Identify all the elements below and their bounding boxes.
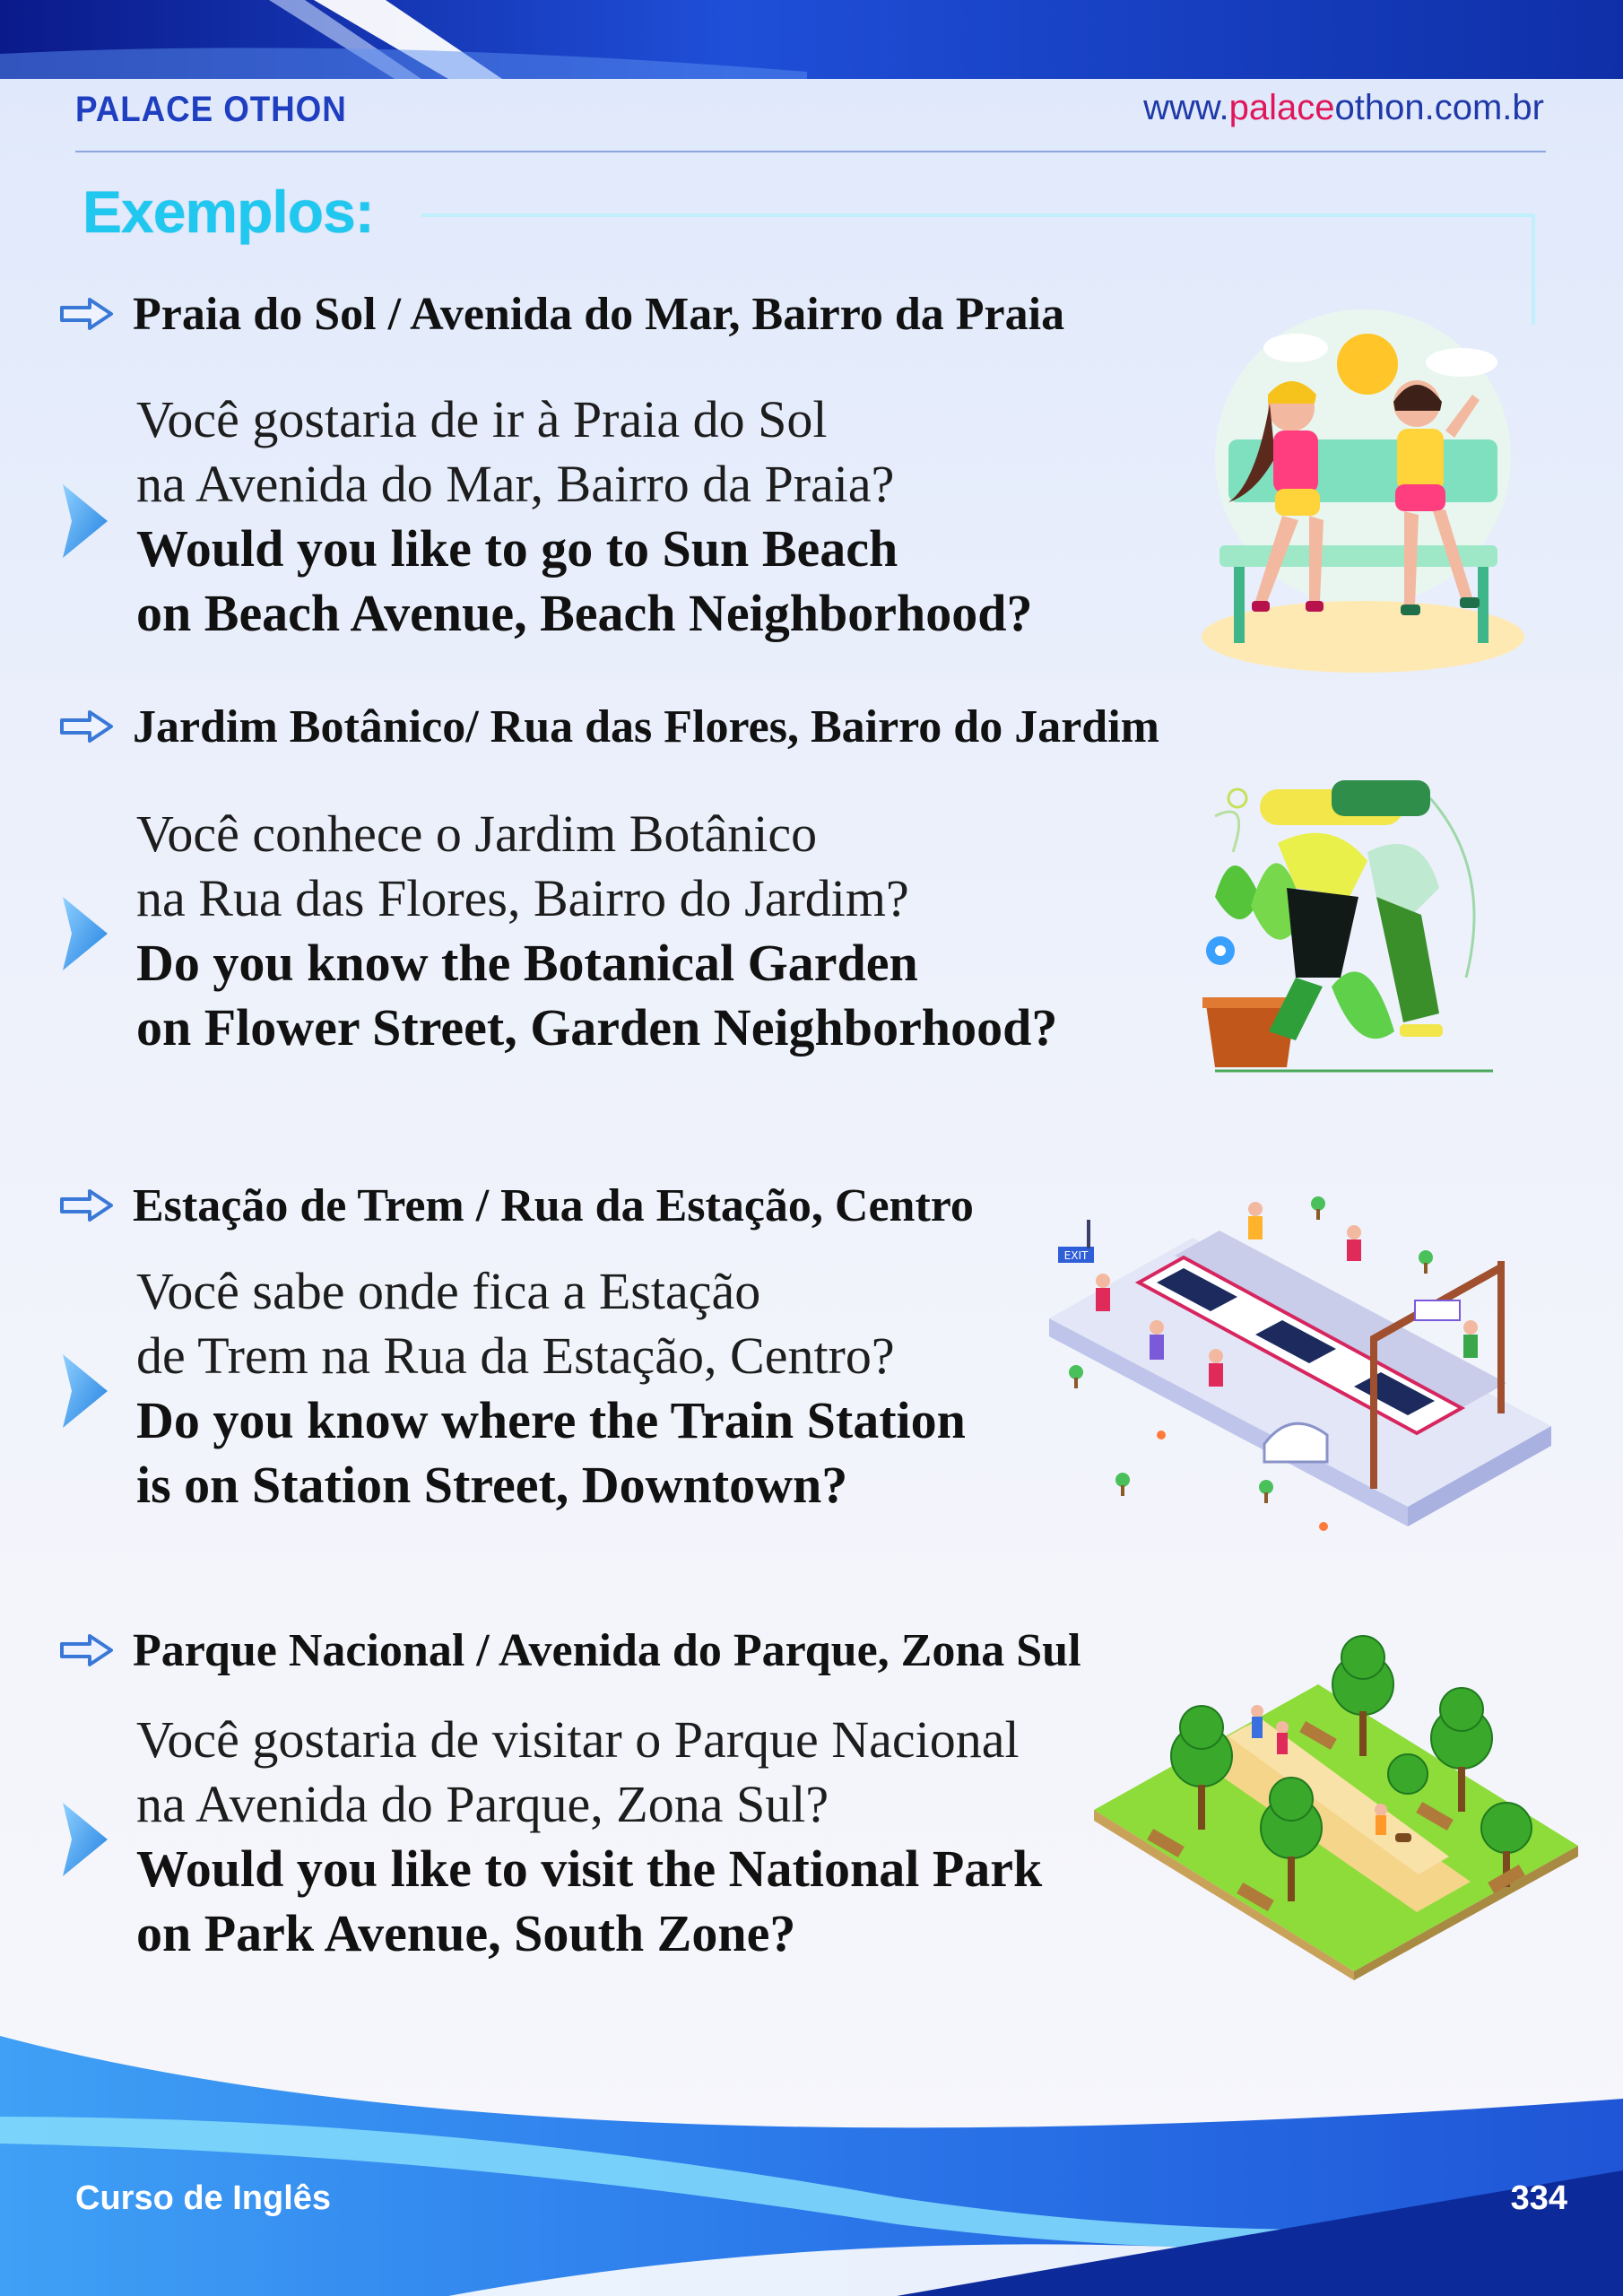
url-prefix: www. [1143,88,1229,127]
english-line-1: Do you know the Botanical Garden [136,934,918,992]
website-url [1143,88,1544,128]
triangle-play-icon [59,893,111,974]
url-highlight: palace [1228,88,1335,127]
example-body [136,802,1057,1060]
triangle-play-icon [59,481,111,561]
outline-arrow-right-icon [59,296,115,332]
section-title: Exemplos: [82,178,374,245]
park-illustration [1094,1622,1578,1980]
example-heading [59,698,1159,755]
portuguese-line-2: na Avenida do Mar, Bairro da Praia? [136,455,895,513]
portuguese-line-2: na Rua das Flores, Bairro do Jardim? [136,869,909,927]
bottom-decorative-band [0,2018,1623,2296]
english-line-2: is on Station Street, Downtown? [136,1456,848,1514]
portuguese-line-2: de Trem na Rua da Estação, Centro? [136,1326,895,1385]
english-line-2: on Flower Street, Garden Neighborhood? [136,998,1058,1057]
english-line-1: Would you like to visit the National Park [136,1839,1043,1898]
example-heading-text: Estação de Trem / Rua da Estação, Centro [133,1179,974,1231]
beach-friends-illustration [1193,305,1533,682]
outline-arrow-right-icon [59,1187,115,1223]
example-body [136,1259,966,1518]
example-heading [59,1177,974,1234]
header-divider [75,151,1546,152]
portuguese-line-1: Você sabe onde fica a Estação [136,1262,761,1320]
train-station-illustration [1040,1193,1560,1543]
triangle-play-icon [59,1799,111,1880]
portuguese-line-1: Você conhece o Jardim Botânico [136,804,818,863]
english-line-1: Do you know where the Train Station [136,1391,966,1449]
example-heading-text: Parque Nacional / Avenida do Parque, Zona Sul [133,1624,1081,1676]
course-name: Curso de Inglês [75,2179,332,2217]
outline-arrow-right-icon [59,709,115,744]
english-line-1: Would you like to go to Sun Beach [136,519,898,578]
example-body [136,1708,1042,1966]
example-heading [59,1622,1081,1679]
page-number: 334 [1510,2179,1567,2217]
exit-sign-text: EXIT [1063,1249,1089,1262]
example-heading-text: Praia do Sol / Avenida do Mar, Bairro da Praia [133,288,1065,340]
top-decorative-band [0,0,1623,79]
brand-name: PALACE OTHON [75,90,347,129]
english-line-2: on Park Avenue, South Zone? [136,1904,796,1962]
english-line-2: on Beach Avenue, Beach Neighborhood? [136,584,1033,642]
example-heading [59,285,1064,343]
outline-arrow-right-icon [59,1632,115,1668]
garden-gardeners-illustration [1197,762,1506,1076]
portuguese-line-1: Você gostaria de ir à Praia do Sol [136,390,828,448]
example-body [136,387,1033,646]
portuguese-line-1: Você gostaria de visitar o Parque Nacional [136,1710,1020,1769]
example-heading-text: Jardim Botânico/ Rua das Flores, Bairro do Jardim [133,700,1159,752]
triangle-play-icon [59,1351,111,1431]
url-suffix: othon.com.br [1334,88,1544,127]
portuguese-line-2: na Avenida do Parque, Zona Sul? [136,1775,829,1833]
